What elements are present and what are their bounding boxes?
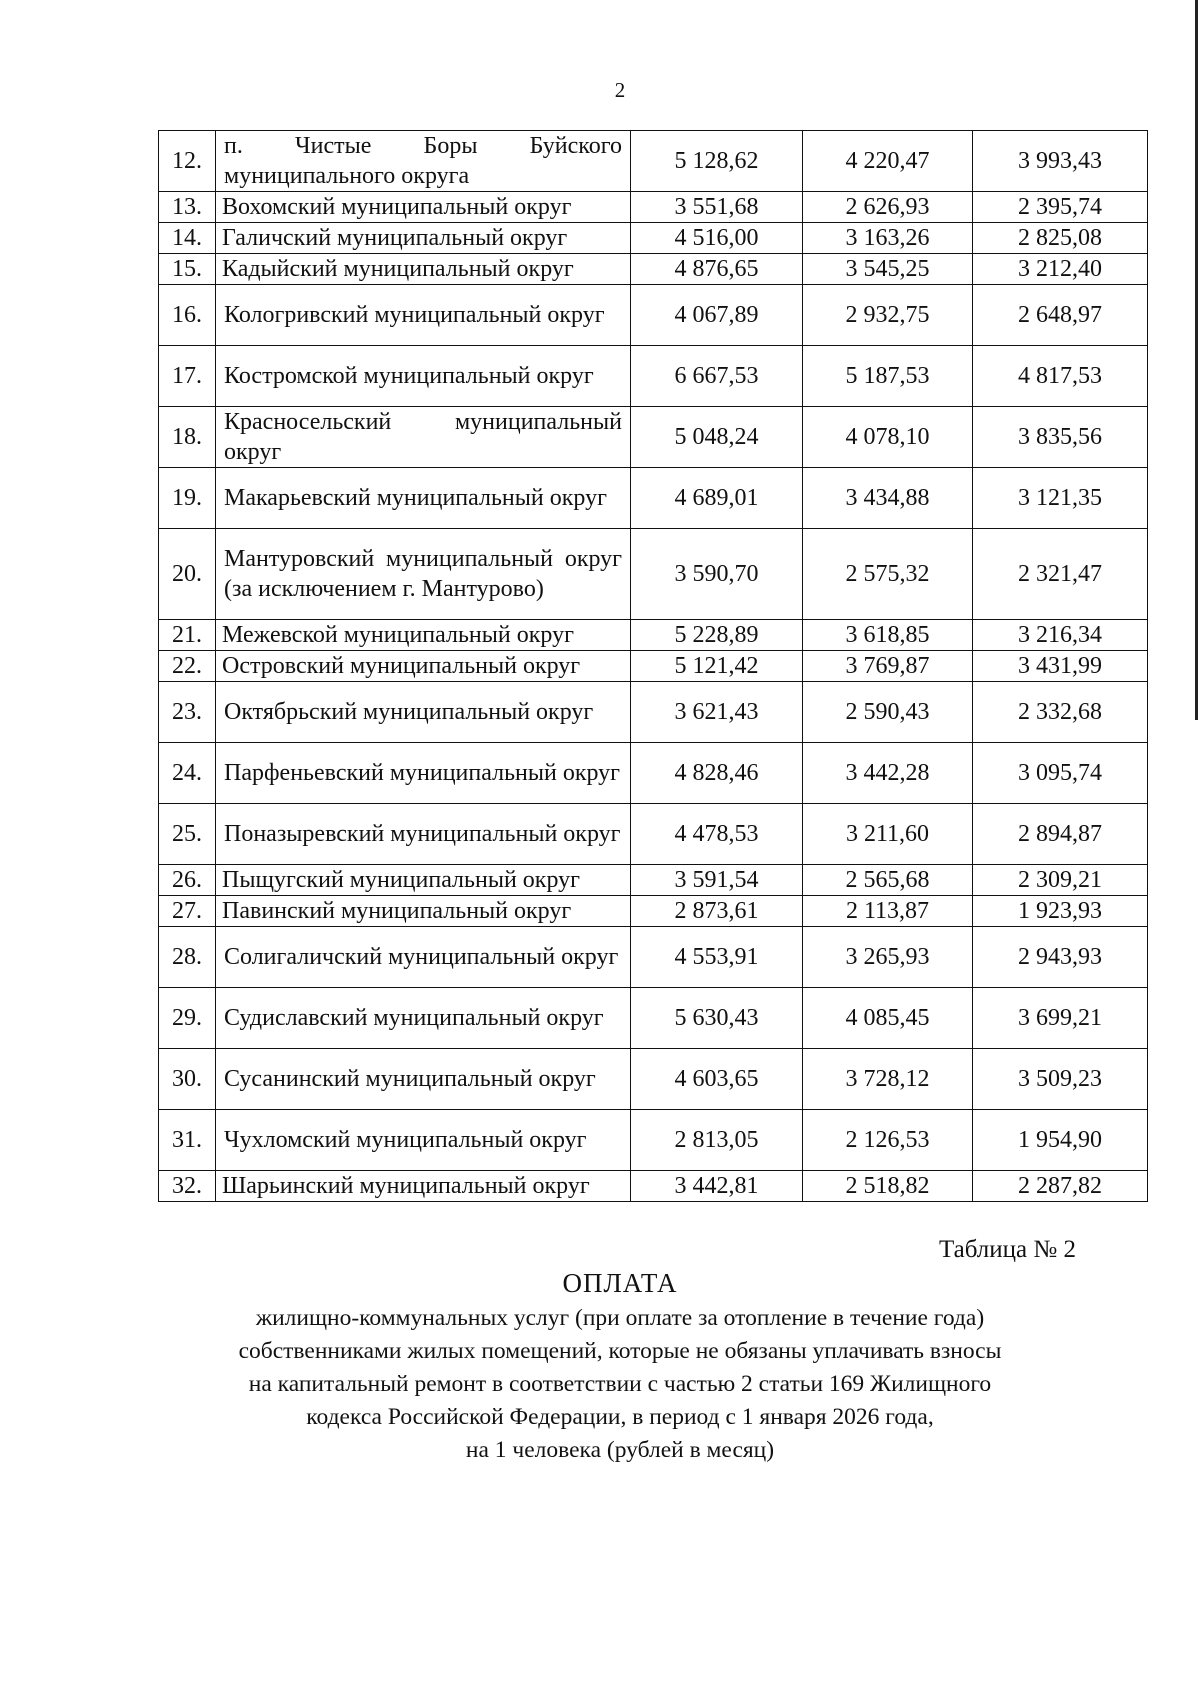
table-row bbox=[159, 927, 1148, 988]
row-number: 17. bbox=[159, 346, 216, 407]
value-col-3: 3 993,43 bbox=[973, 131, 1148, 192]
value-col-1: 4 603,65 bbox=[631, 1049, 803, 1110]
rates-table bbox=[158, 130, 1148, 1202]
district-name: Костромской муниципальный округ bbox=[216, 346, 631, 407]
value-col-1: 6 667,53 bbox=[631, 346, 803, 407]
value-col-3: 3 835,56 bbox=[973, 407, 1148, 468]
table-row bbox=[159, 529, 1148, 620]
value-col-2: 3 728,12 bbox=[803, 1049, 973, 1110]
value-col-3: 2 648,97 bbox=[973, 285, 1148, 346]
table-row bbox=[159, 1049, 1148, 1110]
value-col-3: 2 332,68 bbox=[973, 682, 1148, 743]
value-col-2: 2 126,53 bbox=[803, 1110, 973, 1171]
description-line: кодекса Российской Федерации, в период с 1 января 2026 года, bbox=[306, 1404, 934, 1430]
table-row bbox=[159, 988, 1148, 1049]
table-row bbox=[159, 1110, 1148, 1171]
district-name: Кадыйский муниципальный округ bbox=[216, 254, 631, 285]
district-name: Солигаличский муниципальный округ bbox=[216, 927, 631, 988]
value-col-2: 3 163,26 bbox=[803, 223, 973, 254]
row-number: 32. bbox=[159, 1171, 216, 1202]
value-col-1: 4 876,65 bbox=[631, 254, 803, 285]
value-col-2: 2 113,87 bbox=[803, 896, 973, 927]
district-name: Межевской муниципальный округ bbox=[216, 620, 631, 651]
value-col-3: 1 954,90 bbox=[973, 1110, 1148, 1171]
value-col-2: 2 518,82 bbox=[803, 1171, 973, 1202]
value-col-1: 5 228,89 bbox=[631, 620, 803, 651]
row-number: 24. bbox=[159, 743, 216, 804]
table-row bbox=[159, 865, 1148, 896]
value-col-1: 4 478,53 bbox=[631, 804, 803, 865]
row-number: 12. bbox=[159, 131, 216, 192]
value-col-3: 3 121,35 bbox=[973, 468, 1148, 529]
district-name: Красносельский муниципальный округ bbox=[216, 407, 631, 468]
value-col-3: 3 095,74 bbox=[973, 743, 1148, 804]
value-col-1: 5 630,43 bbox=[631, 988, 803, 1049]
scan-edge-line bbox=[1195, 0, 1198, 720]
value-col-2: 2 565,68 bbox=[803, 865, 973, 896]
row-number: 14. bbox=[159, 223, 216, 254]
table-row bbox=[159, 804, 1148, 865]
district-name: Макарьевский муниципальный округ bbox=[216, 468, 631, 529]
district-name: Шарьинский муниципальный округ bbox=[216, 1171, 631, 1202]
district-name: Кологривский муниципальный округ bbox=[216, 285, 631, 346]
value-col-2: 3 545,25 bbox=[803, 254, 973, 285]
district-name: Павинский муниципальный округ bbox=[216, 896, 631, 927]
value-col-2: 2 590,43 bbox=[803, 682, 973, 743]
value-col-2: 3 265,93 bbox=[803, 927, 973, 988]
value-col-3: 4 817,53 bbox=[973, 346, 1148, 407]
description-line: собственниками жилых помещений, которые не обязаны уплачивать взносы bbox=[238, 1338, 1002, 1364]
row-number: 16. bbox=[159, 285, 216, 346]
district-name: п. Чистые Боры Буйского муниципального округа bbox=[216, 131, 631, 192]
value-col-1: 4 553,91 bbox=[631, 927, 803, 988]
value-col-3: 2 287,82 bbox=[973, 1171, 1148, 1202]
value-col-2: 3 769,87 bbox=[803, 651, 973, 682]
table-row bbox=[159, 346, 1148, 407]
row-number: 25. bbox=[159, 804, 216, 865]
district-name: Мантуровский муниципальный округ (за исключением г. Мантурово) bbox=[216, 529, 631, 620]
row-number: 15. bbox=[159, 254, 216, 285]
table-row bbox=[159, 620, 1148, 651]
page-number: 2 bbox=[614, 78, 626, 102]
district-name: Пыщугский муниципальный округ bbox=[216, 865, 631, 896]
row-number: 21. bbox=[159, 620, 216, 651]
description-line: на капитальный ремонт в соответствии с частью 2 статьи 169 Жилищного bbox=[248, 1371, 992, 1397]
table-row bbox=[159, 285, 1148, 346]
description-line: на 1 человека (рублей в месяц) bbox=[465, 1437, 775, 1463]
table-row bbox=[159, 254, 1148, 285]
value-col-1: 3 621,43 bbox=[631, 682, 803, 743]
value-col-1: 4 689,01 bbox=[631, 468, 803, 529]
table-row bbox=[159, 192, 1148, 223]
value-col-1: 3 442,81 bbox=[631, 1171, 803, 1202]
row-number: 29. bbox=[159, 988, 216, 1049]
district-name: Чухломский муниципальный округ bbox=[216, 1110, 631, 1171]
value-col-2: 2 626,93 bbox=[803, 192, 973, 223]
row-number: 23. bbox=[159, 682, 216, 743]
value-col-3: 3 509,23 bbox=[973, 1049, 1148, 1110]
value-col-2: 3 618,85 bbox=[803, 620, 973, 651]
district-name: Поназыревский муниципальный округ bbox=[216, 804, 631, 865]
value-col-3: 2 943,93 bbox=[973, 927, 1148, 988]
value-col-2: 3 442,28 bbox=[803, 743, 973, 804]
district-name: Судиславский муниципальный округ bbox=[216, 988, 631, 1049]
table-row bbox=[159, 223, 1148, 254]
district-name: Галичский муниципальный округ bbox=[216, 223, 631, 254]
value-col-3: 2 321,47 bbox=[973, 529, 1148, 620]
value-col-2: 4 220,47 bbox=[803, 131, 973, 192]
value-col-3: 2 309,21 bbox=[973, 865, 1148, 896]
value-col-1: 3 551,68 bbox=[631, 192, 803, 223]
row-number: 22. bbox=[159, 651, 216, 682]
row-number: 28. bbox=[159, 927, 216, 988]
value-col-2: 4 085,45 bbox=[803, 988, 973, 1049]
table-row bbox=[159, 131, 1148, 192]
value-col-2: 3 211,60 bbox=[803, 804, 973, 865]
table-row bbox=[159, 743, 1148, 804]
district-name: Островский муниципальный округ bbox=[216, 651, 631, 682]
value-col-1: 2 813,05 bbox=[631, 1110, 803, 1171]
value-col-3: 2 894,87 bbox=[973, 804, 1148, 865]
value-col-2: 3 434,88 bbox=[803, 468, 973, 529]
value-col-1: 2 873,61 bbox=[631, 896, 803, 927]
value-col-1: 5 128,62 bbox=[631, 131, 803, 192]
row-number: 30. bbox=[159, 1049, 216, 1110]
value-col-3: 3 212,40 bbox=[973, 254, 1148, 285]
table-row bbox=[159, 651, 1148, 682]
row-number: 27. bbox=[159, 896, 216, 927]
value-col-3: 3 699,21 bbox=[973, 988, 1148, 1049]
row-number: 26. bbox=[159, 865, 216, 896]
table-row bbox=[159, 468, 1148, 529]
value-col-2: 5 187,53 bbox=[803, 346, 973, 407]
table-title: ОПЛАТА bbox=[562, 1268, 678, 1298]
value-col-1: 4 516,00 bbox=[631, 223, 803, 254]
value-col-3: 3 431,99 bbox=[973, 651, 1148, 682]
row-number: 18. bbox=[159, 407, 216, 468]
value-col-2: 2 932,75 bbox=[803, 285, 973, 346]
value-col-3: 1 923,93 bbox=[973, 896, 1148, 927]
value-col-2: 4 078,10 bbox=[803, 407, 973, 468]
district-name: Октябрьский муниципальный округ bbox=[216, 682, 631, 743]
value-col-1: 4 828,46 bbox=[631, 743, 803, 804]
value-col-3: 2 395,74 bbox=[973, 192, 1148, 223]
district-name: Вохомский муниципальный округ bbox=[216, 192, 631, 223]
value-col-1: 3 590,70 bbox=[631, 529, 803, 620]
table-row bbox=[159, 896, 1148, 927]
table-number-label: Таблица № 2 bbox=[938, 1236, 1076, 1263]
row-number: 31. bbox=[159, 1110, 216, 1171]
table-description bbox=[170, 1302, 1070, 1467]
value-col-1: 5 048,24 bbox=[631, 407, 803, 468]
value-col-1: 5 121,42 bbox=[631, 651, 803, 682]
district-name: Парфеньевский муниципальный округ bbox=[216, 743, 631, 804]
value-col-1: 4 067,89 bbox=[631, 285, 803, 346]
row-number: 13. bbox=[159, 192, 216, 223]
table-row bbox=[159, 407, 1148, 468]
value-col-3: 2 825,08 bbox=[973, 223, 1148, 254]
table-row bbox=[159, 682, 1148, 743]
value-col-2: 2 575,32 bbox=[803, 529, 973, 620]
value-col-1: 3 591,54 bbox=[631, 865, 803, 896]
description-line: жилищно-коммунальных услуг (при оплате за отопление в течение года) bbox=[255, 1305, 985, 1331]
table-row bbox=[159, 1171, 1148, 1202]
row-number: 20. bbox=[159, 529, 216, 620]
district-name: Сусанинский муниципальный округ bbox=[216, 1049, 631, 1110]
value-col-3: 3 216,34 bbox=[973, 620, 1148, 651]
row-number: 19. bbox=[159, 468, 216, 529]
